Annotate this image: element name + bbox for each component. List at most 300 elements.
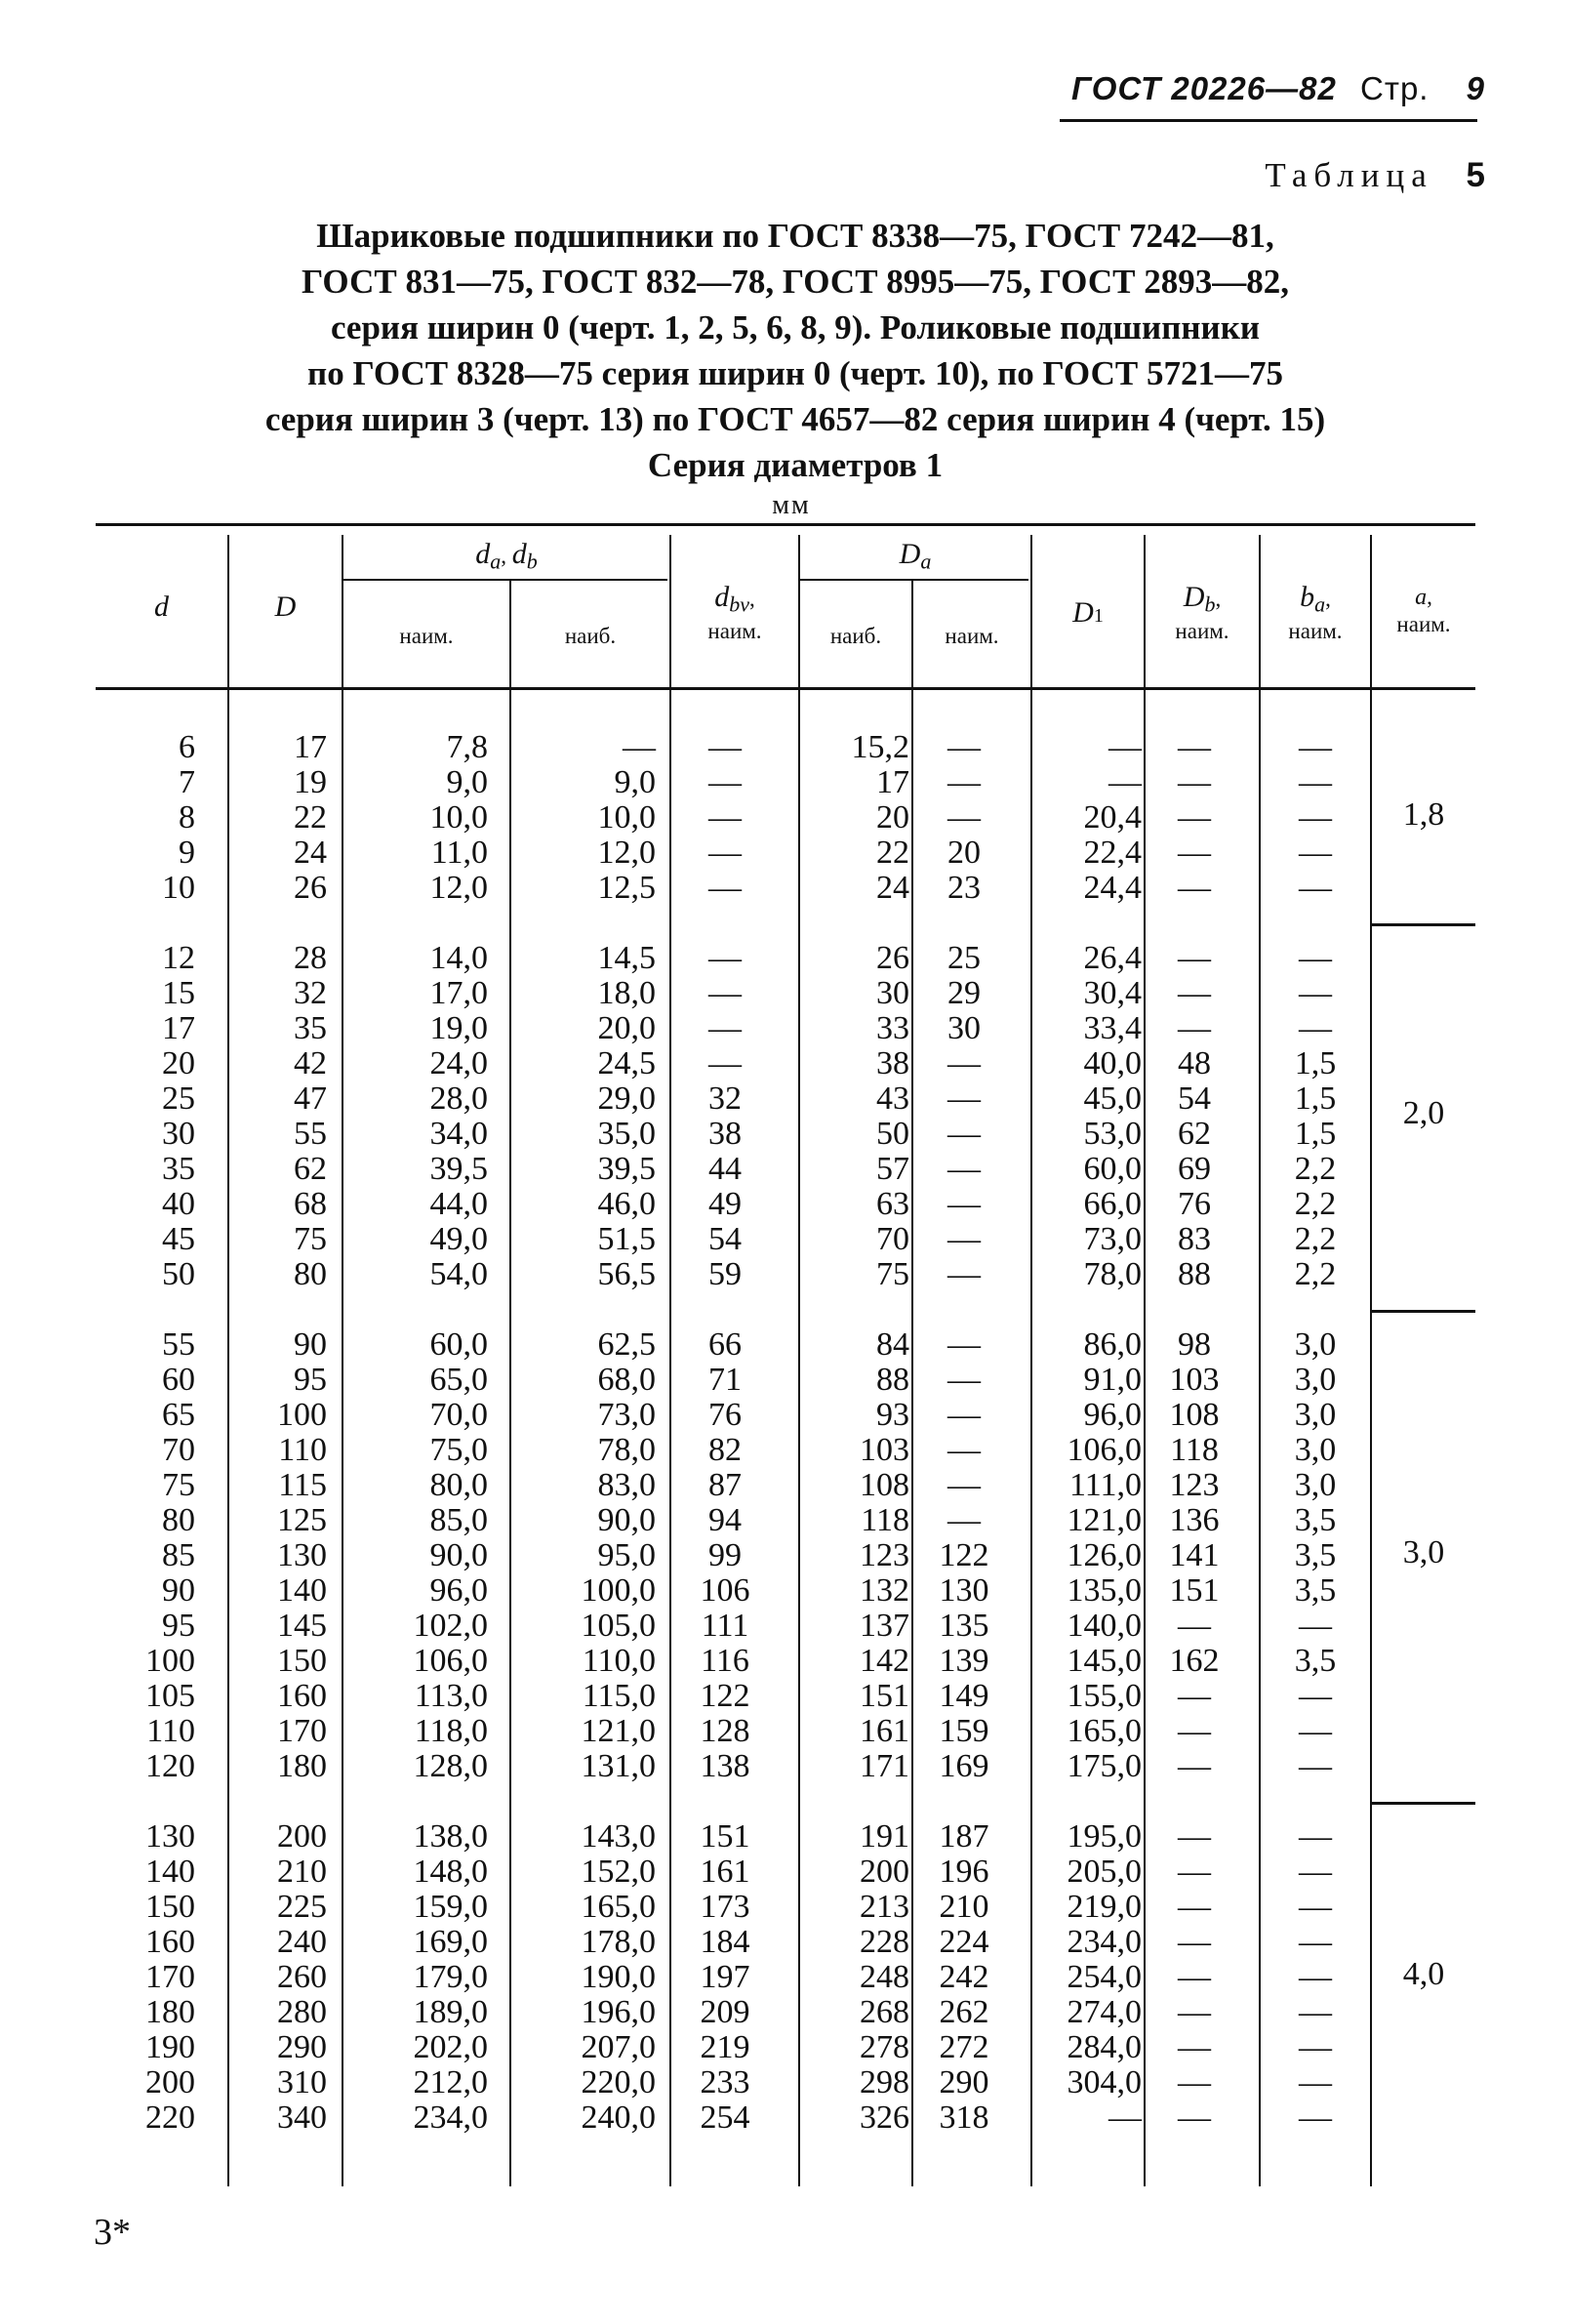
cell-D: 130 (277, 1537, 327, 1573)
cell-D1: 121,0 (1067, 1502, 1142, 1538)
header-Da (800, 538, 1030, 575)
cell-Db: 108 (1169, 1397, 1220, 1433)
cell-Da-max: 88 (876, 1362, 909, 1398)
cell-dbv: 116 (701, 1643, 749, 1679)
cell-ba: 3,0 (1294, 1467, 1337, 1503)
cell-db-max: 20,0 (597, 1010, 656, 1046)
cell-D: 210 (277, 1854, 327, 1890)
cell-D1: 165,0 (1067, 1713, 1142, 1749)
cell-Db: — (1178, 2064, 1211, 2100)
cell-db-max: 12,5 (597, 870, 656, 906)
cell-da-min: 39,5 (429, 1151, 488, 1187)
cell-da-min: 49,0 (429, 1221, 488, 1257)
cell-dbv: — (708, 729, 742, 765)
cell-D: 35 (294, 1010, 327, 1046)
cell-Da-max: 93 (876, 1397, 909, 1433)
cell-Da-min: 242 (939, 1959, 989, 1995)
cell-ba: — (1299, 799, 1332, 836)
cell-Da-min: 224 (939, 1924, 989, 1960)
a-group-separator (1372, 1802, 1475, 1805)
cell-dbv: — (708, 1045, 742, 1081)
cell-d: 60 (162, 1362, 195, 1398)
header-dbv-sep: , (749, 587, 755, 611)
table-label-text: Таблица (1265, 156, 1433, 194)
cell-db-max: 56,5 (597, 1256, 656, 1292)
cell-d: 35 (162, 1151, 195, 1187)
cell-D: 180 (277, 1748, 327, 1784)
cell-D1: 91,0 (1083, 1362, 1142, 1398)
cell-d: 220 (145, 2100, 195, 2136)
cell-db-max: 12,0 (597, 835, 656, 871)
cell-da-min: 234,0 (413, 2100, 488, 2136)
cell-d: 180 (145, 1994, 195, 2030)
cell-Da-min: 290 (939, 2064, 989, 2100)
cell-D1: 106,0 (1067, 1432, 1142, 1468)
cell-d: 50 (162, 1256, 195, 1292)
cell-D1: 195,0 (1067, 1818, 1142, 1855)
cell-db-max: 95,0 (597, 1537, 656, 1573)
cell-Da-max: 213 (860, 1889, 909, 1925)
cell-Da-max: 84 (876, 1326, 909, 1363)
cell-Da-min: — (947, 1186, 981, 1222)
cell-D: 62 (294, 1151, 327, 1187)
cell-d: 105 (145, 1678, 195, 1714)
cell-db-max: 78,0 (597, 1432, 656, 1468)
cell-d: 90 (162, 1572, 195, 1609)
cell-D1: 24,4 (1083, 870, 1142, 906)
footer-mark: 3* (94, 2212, 131, 2253)
cell-Db: — (1178, 1818, 1211, 1855)
cell-d: 25 (162, 1080, 195, 1117)
cell-ba: — (1299, 1889, 1332, 1925)
cell-D: 240 (277, 1924, 327, 1960)
cell-D1: 140,0 (1067, 1608, 1142, 1644)
cell-da-min: 11,0 (430, 835, 488, 871)
header-ba-sep: , (1325, 587, 1331, 611)
cell-dbv: 173 (700, 1889, 750, 1925)
cell-d: 10 (162, 870, 195, 906)
cell-ba: — (1299, 1994, 1332, 2030)
cell-D: 47 (294, 1080, 327, 1117)
cell-da-min: 128,0 (413, 1748, 488, 1784)
cell-da-min: 202,0 (413, 2029, 488, 2065)
cell-ba: 3,0 (1294, 1326, 1337, 1363)
cell-Db: — (1178, 799, 1211, 836)
cell-Db: 48 (1178, 1045, 1211, 1081)
cell-D1: 205,0 (1067, 1854, 1142, 1890)
cell-Da-min: 130 (939, 1572, 989, 1609)
cell-D: 100 (277, 1397, 327, 1433)
cell-db-max: 105,0 (581, 1608, 656, 1644)
cell-d: 95 (162, 1608, 195, 1644)
cell-Da-max: 248 (860, 1959, 909, 1995)
cell-Da-min: — (947, 1116, 981, 1152)
cell-Da-max: 278 (860, 2029, 909, 2065)
cell-D1: 33,4 (1083, 1010, 1142, 1046)
cell-Db: — (1178, 764, 1211, 800)
cell-Da-min: — (947, 764, 981, 800)
cell-dbv: 54 (708, 1221, 742, 1257)
cell-Da-min: 20 (947, 835, 981, 871)
header-a-symbol: a (1415, 585, 1428, 610)
cell-ba: — (1299, 1924, 1332, 1960)
cell-D: 42 (294, 1045, 327, 1081)
cell-D: 75 (294, 1221, 327, 1257)
cell-da-min: 14,0 (429, 940, 488, 976)
cell-D1: 111,0 (1069, 1467, 1142, 1503)
cell-Da-min: 135 (939, 1608, 989, 1644)
header-D1-symbol: D (1072, 596, 1094, 629)
cell-d: 140 (145, 1854, 195, 1890)
cell-da-min: 169,0 (413, 1924, 488, 1960)
cell-dbv: 197 (700, 1959, 750, 1995)
bearing-dimensions-table (96, 523, 1475, 2186)
cell-dbv: 233 (700, 2064, 750, 2100)
cell-Da-max: 132 (860, 1572, 909, 1609)
cell-D: 22 (294, 799, 327, 836)
cell-Db: — (1178, 1924, 1211, 1960)
cell-Da-min: — (947, 1221, 981, 1257)
cell-Da-min: — (947, 1045, 981, 1081)
cell-D: 110 (278, 1432, 327, 1468)
cell-Db: 83 (1178, 1221, 1211, 1257)
cell-D: 145 (277, 1608, 327, 1644)
cell-Db: — (1178, 2100, 1211, 2136)
cell-d: 170 (145, 1959, 195, 1995)
cell-d: 75 (162, 1467, 195, 1503)
cell-ba: — (1299, 2100, 1332, 2136)
header-a-symbol-line (1372, 584, 1475, 611)
header-da-sep: , (501, 544, 512, 568)
header-Db-symbol: D (1183, 581, 1205, 613)
cell-da-min: 17,0 (429, 975, 488, 1011)
cell-D1: 274,0 (1067, 1994, 1142, 2030)
cell-D: 160 (277, 1678, 327, 1714)
cell-D1: 78,0 (1083, 1256, 1142, 1292)
cell-Db: — (1178, 1678, 1211, 1714)
cell-dbv: 59 (708, 1256, 742, 1292)
cell-ba: — (1299, 2064, 1332, 2100)
cell-ba: 1,5 (1294, 1045, 1337, 1081)
cell-da-min: 75,0 (429, 1432, 488, 1468)
cell-D1: 53,0 (1083, 1116, 1142, 1152)
cell-d: 65 (162, 1397, 195, 1433)
cell-Db: 118 (1170, 1432, 1219, 1468)
cell-ba: 1,5 (1294, 1080, 1337, 1117)
table-label (1265, 156, 1485, 195)
cell-d: 8 (179, 799, 195, 836)
cell-dbv: 49 (708, 1186, 742, 1222)
cell-ba: — (1299, 1010, 1332, 1046)
cell-D1: 219,0 (1067, 1889, 1142, 1925)
cell-Da-max: 268 (860, 1994, 909, 2030)
cell-dbv: 128 (700, 1713, 750, 1749)
cell-Da-min: 169 (939, 1748, 989, 1784)
cell-ba: 3,0 (1294, 1432, 1337, 1468)
cell-D: 290 (277, 2029, 327, 2065)
cell-Da-max: 118 (861, 1502, 909, 1538)
cell-a-group-value: 2,0 (1402, 1095, 1445, 1131)
cell-D1: 96,0 (1083, 1397, 1142, 1433)
cell-Da-max: 17 (876, 764, 909, 800)
cell-d: 200 (145, 2064, 195, 2100)
cell-d: 120 (145, 1748, 195, 1784)
cell-Db: 123 (1169, 1467, 1220, 1503)
cell-D1: 254,0 (1067, 1959, 1142, 1995)
cell-ba: 2,2 (1294, 1221, 1337, 1257)
cell-Db: — (1178, 1889, 1211, 1925)
cell-da-min: 9,0 (446, 764, 488, 800)
cell-Db: — (1178, 1713, 1211, 1749)
cell-D: 55 (294, 1116, 327, 1152)
cell-db-max: 165,0 (581, 1889, 656, 1925)
cell-dbv: 71 (708, 1362, 742, 1398)
cell-D: 310 (277, 2064, 327, 2100)
cell-Da-max: 108 (860, 1467, 909, 1503)
cell-dbv: — (708, 764, 742, 800)
cell-Da-max: 22 (876, 835, 909, 871)
header-db-max: наиб. (564, 624, 617, 648)
cell-da-min: 106,0 (413, 1643, 488, 1679)
cell-Db: — (1178, 1854, 1211, 1890)
cell-Db: — (1178, 729, 1211, 765)
cell-Da-min: 318 (939, 2100, 989, 2136)
header-db-sub: b (526, 549, 538, 574)
cell-D1: 86,0 (1083, 1326, 1142, 1363)
cell-da-min: 85,0 (429, 1502, 488, 1538)
cell-d: 40 (162, 1186, 195, 1222)
cell-D1: 234,0 (1067, 1924, 1142, 1960)
cell-da-min: 113,0 (414, 1678, 488, 1714)
header-sub-rule (342, 579, 667, 581)
cell-Da-max: 33 (876, 1010, 909, 1046)
cell-db-max: 39,5 (597, 1151, 656, 1187)
cell-D1: — (1108, 764, 1142, 800)
cell-db-max: 190,0 (581, 1959, 656, 1995)
cell-Da-max: 326 (860, 2100, 909, 2136)
cell-da-min: 60,0 (429, 1326, 488, 1363)
cell-D1: 22,4 (1083, 835, 1142, 871)
cell-d: 160 (145, 1924, 195, 1960)
cell-d: 190 (145, 2029, 195, 2065)
cell-da-min: 102,0 (413, 1608, 488, 1644)
cell-D: 115 (278, 1467, 327, 1503)
cell-Da-min: — (947, 1256, 981, 1292)
header-sub-rule (798, 579, 1028, 581)
cell-db-max: 207,0 (581, 2029, 656, 2065)
cell-db-max: 90,0 (597, 1502, 656, 1538)
cell-D: 340 (277, 2100, 327, 2136)
cell-da-min: 28,0 (429, 1080, 488, 1117)
cell-d: 85 (162, 1537, 195, 1573)
cell-Da-min: 139 (939, 1643, 989, 1679)
cell-dbv: — (708, 835, 742, 871)
cell-Da-max: 171 (860, 1748, 909, 1784)
page-number: 9 (1466, 70, 1485, 106)
cell-D1: 73,0 (1083, 1221, 1142, 1257)
cell-da-min: 138,0 (413, 1818, 488, 1855)
cell-dbv: 184 (700, 1924, 750, 1960)
header-da-db (343, 538, 669, 575)
cell-D: 150 (277, 1643, 327, 1679)
cell-Da-max: 20 (876, 799, 909, 836)
cell-ba: — (1299, 1678, 1332, 1714)
cell-D: 19 (294, 764, 327, 800)
cell-da-min: 96,0 (429, 1572, 488, 1609)
header-Da-symbol: D (899, 538, 921, 570)
cell-dbv: — (708, 940, 742, 976)
cell-ba: — (1299, 729, 1332, 765)
cell-Da-max: 103 (860, 1432, 909, 1468)
cell-Da-min: 262 (939, 1994, 989, 2030)
cell-db-max: 24,5 (597, 1045, 656, 1081)
cell-dbv: 94 (708, 1502, 742, 1538)
cell-Da-min: 29 (947, 975, 981, 1011)
cell-D1: 175,0 (1067, 1748, 1142, 1784)
cell-da-min: 70,0 (429, 1397, 488, 1433)
cell-D: 140 (277, 1572, 327, 1609)
cell-dbv: 82 (708, 1432, 742, 1468)
cell-Da-min: 23 (947, 870, 981, 906)
cell-ba: — (1299, 764, 1332, 800)
cell-ba: 3,5 (1294, 1502, 1337, 1538)
cell-ba: 3,0 (1294, 1397, 1337, 1433)
header-Da-sub: a (920, 549, 932, 574)
cell-D: 225 (277, 1889, 327, 1925)
cell-Db: — (1178, 1010, 1211, 1046)
header-d-symbol: d (154, 591, 169, 623)
cell-db-max: 220,0 (581, 2064, 656, 2100)
header-da-symbol: d (475, 538, 491, 570)
cell-a-group-value: 1,8 (1402, 796, 1445, 833)
a-group-separator (1372, 1310, 1475, 1313)
cell-dbv: — (708, 870, 742, 906)
cell-db-max: — (623, 729, 656, 765)
cell-da-min: 19,0 (429, 1010, 488, 1046)
cell-Da-min: 159 (939, 1713, 989, 1749)
cell-db-max: 68,0 (597, 1362, 656, 1398)
header-a-note: наим. (1396, 612, 1451, 636)
cell-ba: — (1299, 1748, 1332, 1784)
cell-a-group-value: 4,0 (1402, 1956, 1445, 1992)
header-d (96, 593, 227, 622)
cell-db-max: 35,0 (597, 1116, 656, 1152)
cell-da-min: 12,0 (429, 870, 488, 906)
cell-db-max: 110,0 (582, 1643, 656, 1679)
cell-D: 95 (294, 1362, 327, 1398)
cell-da-min: 80,0 (429, 1467, 488, 1503)
cell-D1: — (1108, 729, 1142, 765)
cell-Da-min: 210 (939, 1889, 989, 1925)
header-Da-max: наиб. (829, 624, 882, 648)
cell-dbv: 99 (708, 1537, 742, 1573)
cell-D1: 145,0 (1067, 1643, 1142, 1679)
cell-da-min: 179,0 (413, 1959, 488, 1995)
cell-d: 7 (179, 764, 195, 800)
page-label: Стр. (1360, 70, 1430, 106)
cell-db-max: 10,0 (597, 799, 656, 836)
cell-ba: — (1299, 1713, 1332, 1749)
cell-D1: 304,0 (1067, 2064, 1142, 2100)
cell-da-min: 54,0 (429, 1256, 488, 1292)
cell-d: 6 (179, 729, 195, 765)
cell-da-min: 7,8 (446, 729, 488, 765)
cell-D1: 155,0 (1067, 1678, 1142, 1714)
cell-Db: — (1178, 870, 1211, 906)
cell-ba: 3,5 (1294, 1537, 1337, 1573)
header-rule (1060, 119, 1477, 122)
cell-ba: — (1299, 1854, 1332, 1890)
cell-Da-min: — (947, 1432, 981, 1468)
cell-db-max: 196,0 (581, 1994, 656, 2030)
header-D (229, 593, 342, 622)
cell-d: 130 (145, 1818, 195, 1855)
cell-dbv: 76 (708, 1397, 742, 1433)
cell-db-max: 152,0 (581, 1854, 656, 1890)
cell-Db: — (1178, 1994, 1211, 2030)
cell-Db: 98 (1178, 1326, 1211, 1363)
cell-Da-min: 149 (939, 1678, 989, 1714)
cell-Db: — (1178, 1748, 1211, 1784)
table-top-rule (96, 523, 1475, 526)
cell-db-max: 83,0 (597, 1467, 656, 1503)
cell-da-min: 148,0 (413, 1854, 488, 1890)
cell-dbv: — (708, 975, 742, 1011)
cell-db-max: 51,5 (597, 1221, 656, 1257)
cell-Da-max: 228 (860, 1924, 909, 1960)
cell-ba: — (1299, 835, 1332, 871)
header-Da-min: наим. (945, 624, 999, 648)
cell-Da-min: — (947, 1467, 981, 1503)
cell-Da-max: 70 (876, 1221, 909, 1257)
cell-Db: 69 (1178, 1151, 1211, 1187)
cell-Da-min: — (947, 729, 981, 765)
cell-Db: 54 (1178, 1080, 1211, 1117)
cell-da-min: 159,0 (413, 1889, 488, 1925)
cell-D1: 135,0 (1067, 1572, 1142, 1609)
cell-D1: 284,0 (1067, 2029, 1142, 2065)
cell-ba: — (1299, 2029, 1332, 2065)
cell-D: 68 (294, 1186, 327, 1222)
cell-Da-min: — (947, 1397, 981, 1433)
cell-Da-min: 187 (939, 1818, 989, 1855)
cell-db-max: 62,5 (597, 1326, 656, 1363)
cell-Da-min: 25 (947, 940, 981, 976)
title-line: серия ширин 0 (черт. 1, 2, 5, 6, 8, 9). Роликовые подшипники (330, 308, 1261, 347)
cell-Da-min: 196 (939, 1854, 989, 1890)
cell-D: 170 (277, 1713, 327, 1749)
cell-dbv: 161 (700, 1854, 750, 1890)
cell-ba: — (1299, 1818, 1332, 1855)
cell-ba: — (1299, 870, 1332, 906)
cell-dbv: 209 (700, 1994, 750, 2030)
cell-Db: 151 (1169, 1572, 1220, 1609)
cell-d: 70 (162, 1432, 195, 1468)
table-title (146, 213, 1444, 488)
cell-Da-max: 75 (876, 1256, 909, 1292)
cell-dbv: — (708, 799, 742, 836)
standard-number: ГОСТ 20226—82 (1070, 70, 1337, 106)
cell-Da-max: 38 (876, 1045, 909, 1081)
cell-Da-max: 43 (876, 1080, 909, 1117)
a-group-separator (1372, 923, 1475, 926)
cell-d: 55 (162, 1326, 195, 1363)
cell-db-max: 14,5 (597, 940, 656, 976)
cell-dbv: 87 (708, 1467, 742, 1503)
cell-D: 26 (294, 870, 327, 906)
header-a-sep: , (1427, 585, 1432, 609)
table-number: 5 (1466, 156, 1485, 194)
